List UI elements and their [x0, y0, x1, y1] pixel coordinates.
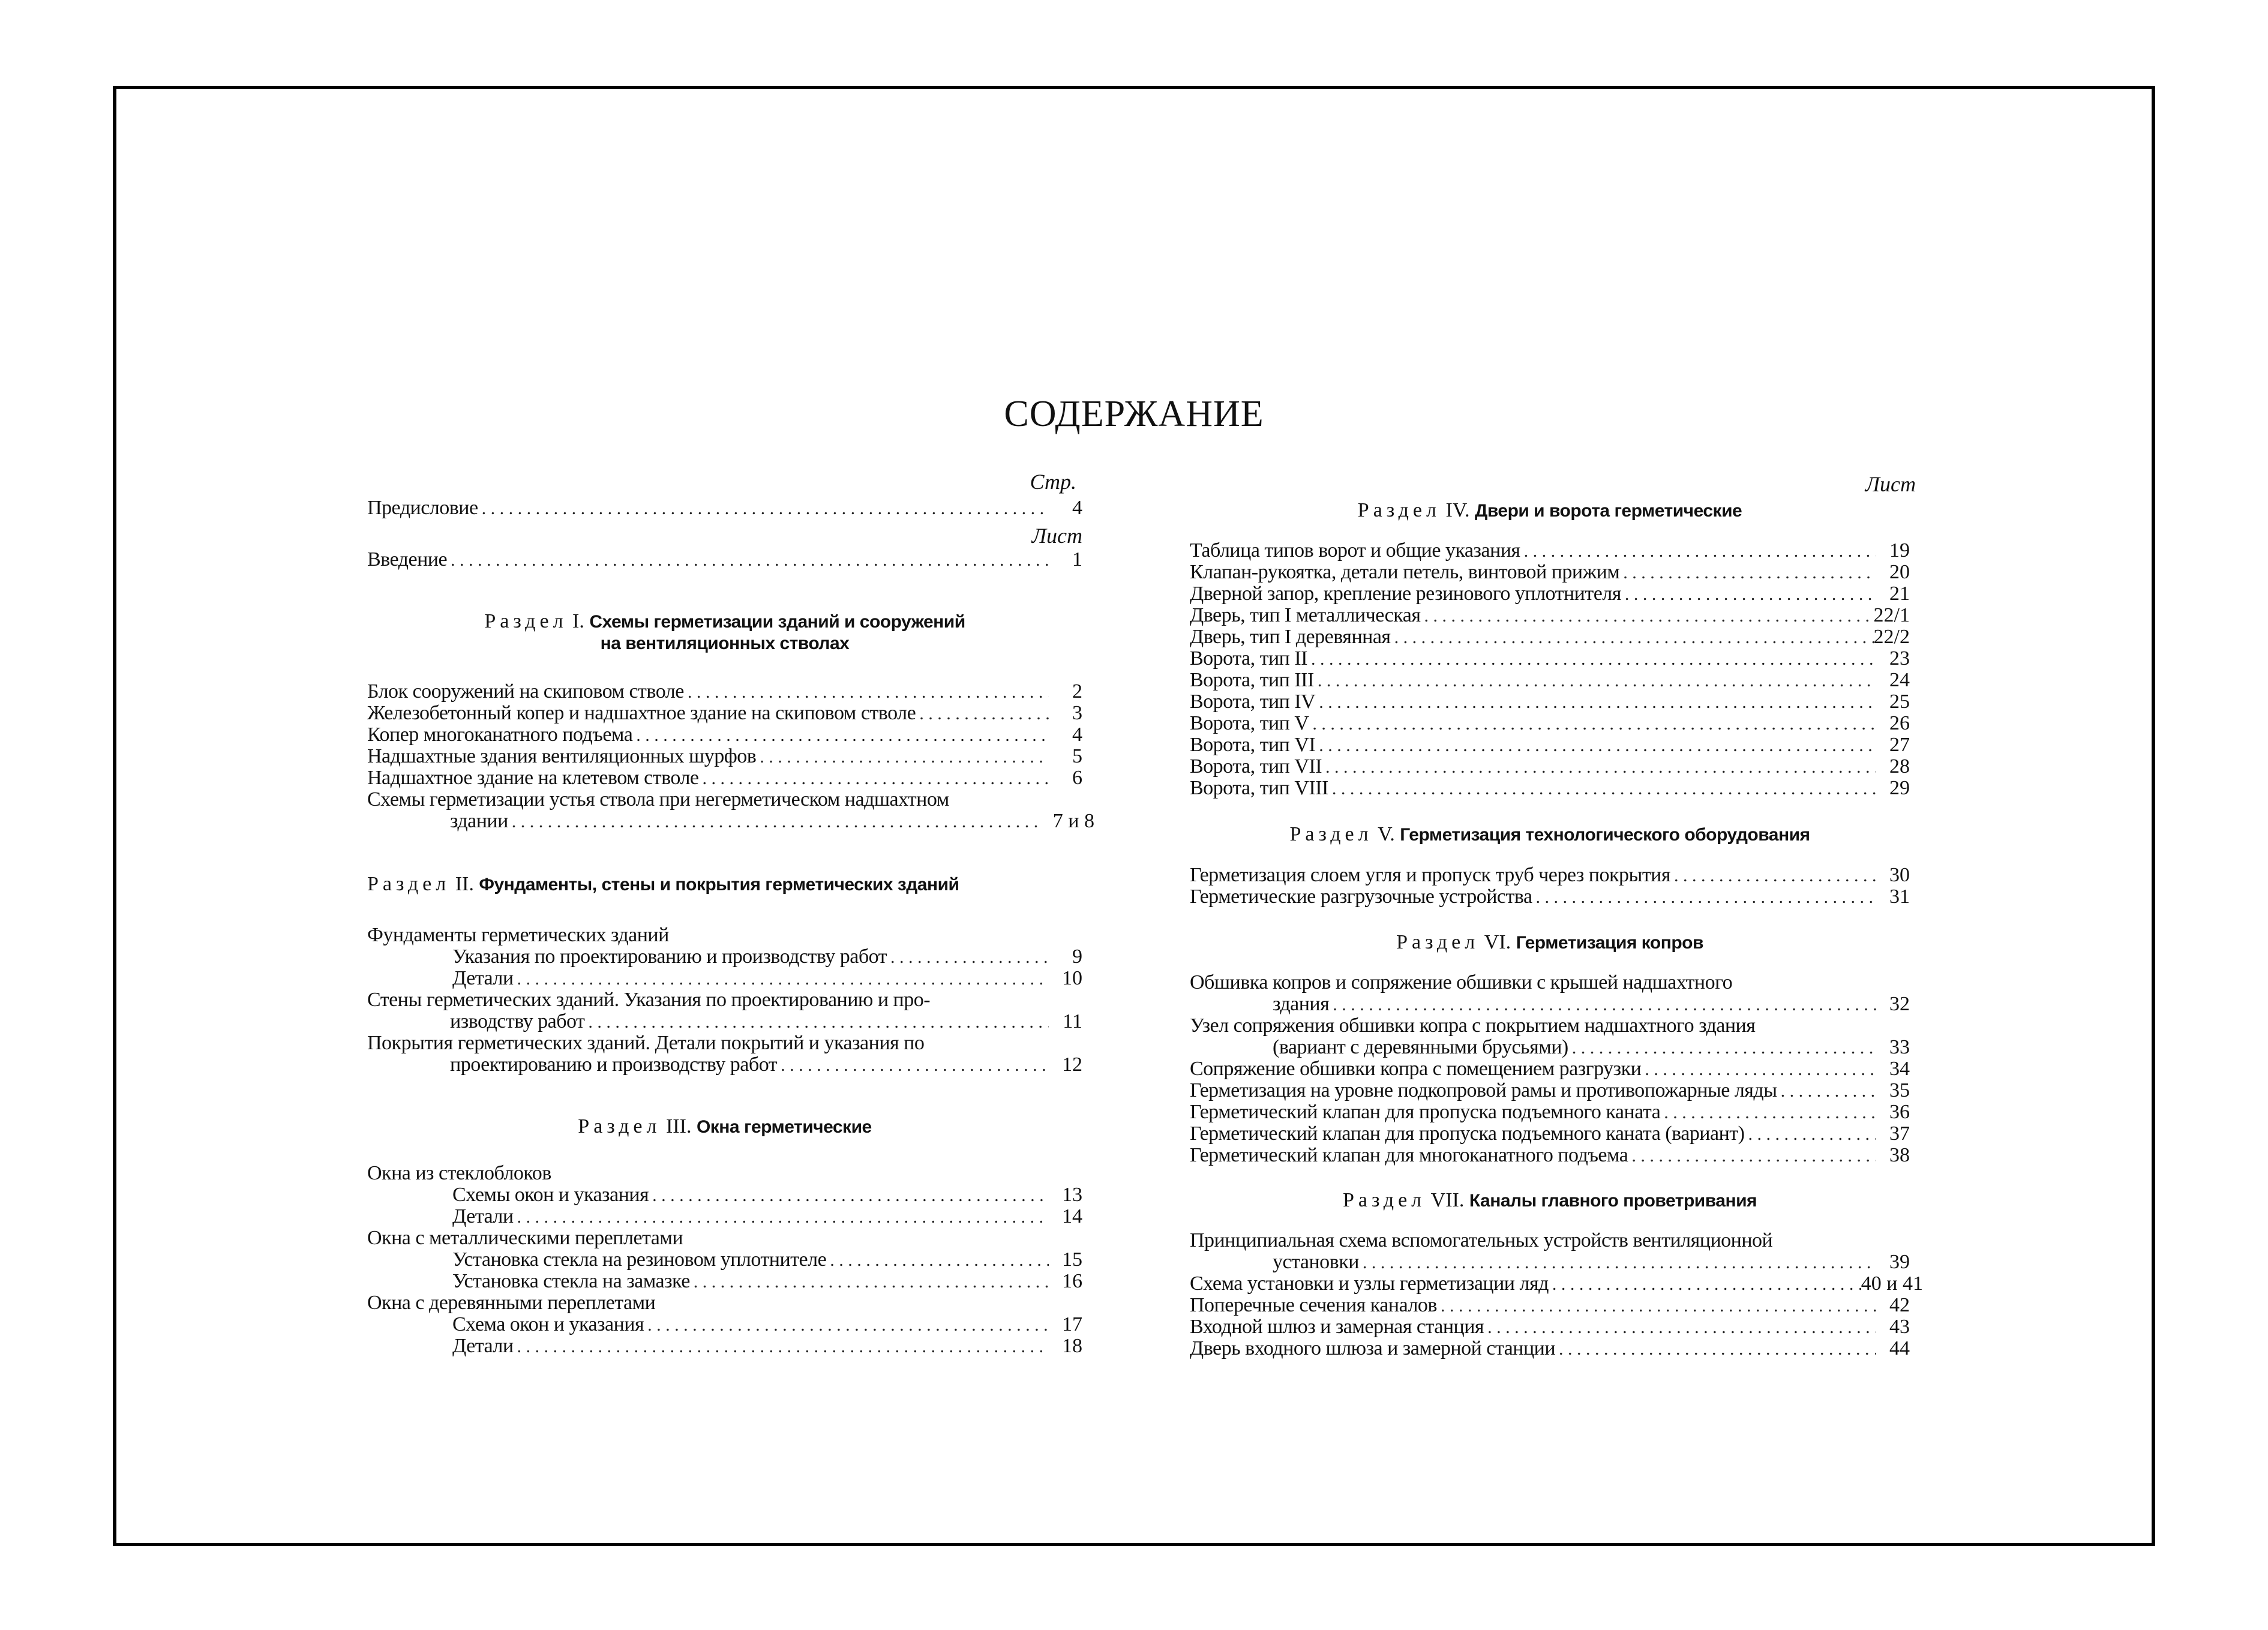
leader-dots	[478, 498, 1049, 520]
toc-entry[interactable]: Установка стекла на замазке . . . 16	[367, 1271, 1082, 1292]
toc-entry[interactable]: Клапан-рукоятка, детали петель, винтовой прижим . . . 20	[1190, 562, 1910, 583]
toc-entry[interactable]: Покрытия герметических зданий. Детали покрытий и указания по	[367, 1032, 925, 1054]
toc-entry[interactable]: Железобетонный копер и надшахтное здание на скиповом стволе . . . 3	[367, 703, 1082, 724]
leader-dots	[1520, 541, 1876, 562]
leader-dots	[1628, 1145, 1876, 1167]
leader-dots	[1568, 1037, 1876, 1059]
toc-entry[interactable]: Указания по проектированию и производству работ . . . 9	[367, 946, 1082, 968]
toc-entry-continuation[interactable]: изводству работ . . . 11	[367, 1011, 1082, 1032]
toc-entry[interactable]: Герметический клапан для пропуска подъемного каната (вариант) . . . 37	[1190, 1123, 1910, 1145]
toc-right-column	[1190, 0, 1923, 1630]
leader-dots	[1777, 1080, 1876, 1102]
toc-entry[interactable]: Дверь, тип I металлическая . . . 22/1	[1190, 605, 1910, 626]
leader-dots	[916, 703, 1049, 725]
leader-dots	[514, 1336, 1049, 1358]
toc-entry[interactable]: Установка стекла на резиновом уплотнителе . . . 15	[367, 1249, 1082, 1271]
section-heading-4: Раздел IV. Двери и ворота герметические	[1357, 499, 1742, 521]
leader-dots	[1660, 1102, 1876, 1124]
leader-dots	[887, 947, 1049, 968]
leader-dots	[1619, 562, 1876, 584]
column-header-sheet: Лист	[1865, 472, 1916, 496]
toc-entry[interactable]: Ворота, тип VI . . . 27	[1190, 734, 1910, 756]
toc-entry[interactable]: Ворота, тип V . . . 26	[1190, 713, 1910, 734]
toc-entry[interactable]: Стены герметических зданий. Указания по проектированию и про-	[367, 989, 931, 1011]
section-heading-1-line2: на вентиляционных стволах	[600, 634, 850, 653]
toc-entry[interactable]: Схема окон и указания . . . 17	[367, 1314, 1082, 1335]
toc-entry-continuation[interactable]: установки . . . 39	[1190, 1251, 1910, 1273]
toc-entry[interactable]: Ворота, тип VII . . . 28	[1190, 756, 1910, 778]
column-header-sheet: Лист	[1031, 524, 1082, 548]
toc-entry[interactable]: Ворота, тип VIII . . . 29	[1190, 778, 1910, 799]
leader-dots	[632, 725, 1049, 746]
leader-dots	[756, 746, 1049, 768]
section-heading-6: Раздел VI. Герметизация копров	[1396, 931, 1703, 953]
leader-dots	[644, 1314, 1049, 1336]
toc-entry[interactable]: Обшивка копров и сопряжение обшивки с крышей надшахтного	[1190, 971, 1733, 993]
leader-dots	[1314, 670, 1876, 692]
toc-entry-continuation[interactable]: здания . . . 32	[1190, 993, 1910, 1015]
leader-dots	[690, 1271, 1049, 1293]
toc-entry[interactable]: Герметические разгрузочные устройства . . . 31	[1190, 886, 1910, 908]
toc-entry[interactable]: Герметический клапан для пропуска подъемного каната . . . 36	[1190, 1101, 1910, 1123]
entry-page: 4	[1072, 497, 1082, 519]
toc-entry[interactable]: Поперечные сечения каналов . . . 42	[1190, 1295, 1910, 1316]
toc-group-label[interactable]: Окна с металлическими переплетами	[367, 1227, 683, 1249]
entry-page: 1	[1072, 548, 1082, 571]
leader-dots	[649, 1185, 1049, 1206]
page-title: СОДЕРЖАНИЕ	[1004, 394, 1264, 434]
toc-entry[interactable]: Ворота, тип IV . . . 25	[1190, 691, 1910, 713]
leader-dots	[584, 1011, 1049, 1033]
toc-entry[interactable]: Герметизация на уровне подкопровой рамы и противопожарные ляды . . . 35	[1190, 1080, 1910, 1101]
toc-entry-continuation[interactable]: здании . . . 7 и 8	[367, 811, 1082, 832]
toc-entry[interactable]: Детали . . . 18	[367, 1335, 1082, 1357]
toc-group-label[interactable]: Окна с деревянными переплетами	[367, 1292, 656, 1314]
leader-dots	[1328, 778, 1876, 800]
leader-dots	[1641, 1059, 1876, 1080]
leader-dots	[1555, 1338, 1876, 1360]
toc-entry[interactable]: Схемы окон и указания . . . 13	[367, 1184, 1082, 1206]
leader-dots	[1322, 757, 1876, 778]
toc-entry[interactable]: Копер многоканатного подъема . . . 4	[367, 724, 1082, 746]
leader-dots	[777, 1055, 1049, 1076]
toc-entry[interactable]: Надшахтные здания вентиляционных шурфов . . . 5	[367, 746, 1082, 767]
leader-dots	[1670, 865, 1876, 887]
leader-dots	[514, 968, 1049, 990]
leader-dots	[1484, 1317, 1876, 1338]
leader-dots	[1329, 994, 1876, 1016]
leader-dots	[1359, 1252, 1876, 1274]
toc-entry[interactable]: Ворота, тип III . . . 24	[1190, 670, 1910, 691]
leader-dots	[1391, 627, 1874, 649]
toc-entry[interactable]: Герметический клапан для многоканатного подъема . . . 38	[1190, 1145, 1910, 1166]
toc-entry[interactable]: Ворота, тип II . . . 23	[1190, 648, 1910, 670]
toc-left-column	[367, 0, 1094, 1630]
leader-dots	[514, 1206, 1049, 1228]
toc-entry[interactable]: Блок сооружений на скиповом стволе . . . 2	[367, 681, 1082, 703]
toc-entry-continuation[interactable]: (вариант с деревянными брусьями) . . . 33	[1190, 1037, 1910, 1058]
toc-entry[interactable]: Детали . . . 10	[367, 968, 1082, 989]
toc-entry[interactable]: Входной шлюз и замерная станция . . . 43	[1190, 1316, 1910, 1338]
leader-dots	[1420, 605, 1873, 627]
section-heading-3: Раздел III. Окна герметические	[578, 1115, 872, 1137]
leader-dots	[1309, 713, 1876, 735]
toc-entry[interactable]: Схемы герметизации устья ствола при негерметическом надшахтном	[367, 788, 949, 811]
leader-dots	[1532, 887, 1876, 908]
toc-entry[interactable]: Дверь, тип I деревянная . . . 22/2	[1190, 626, 1910, 648]
toc-group-label[interactable]: Фундаменты герметических зданий	[367, 924, 669, 946]
toc-entry-preface[interactable]	[367, 497, 1082, 519]
leader-dots	[826, 1250, 1049, 1271]
entry-label: Предисловие	[367, 497, 478, 519]
toc-entry[interactable]: Детали . . . 14	[367, 1206, 1082, 1227]
entry-label: Введение	[367, 548, 448, 571]
leader-dots	[447, 550, 1049, 571]
toc-entry[interactable]: Дверной запор, крепление резинового уплотнителя . . . 21	[1190, 583, 1910, 605]
leader-dots	[1744, 1124, 1876, 1145]
column-header-page: Стр.	[1030, 470, 1076, 494]
leader-dots	[508, 811, 1040, 833]
toc-entry[interactable]: Узел сопряжения обшивки копра с покрытием надшахтного здания	[1190, 1014, 1756, 1037]
toc-entry[interactable]: Дверь входного шлюза и замерной станции . . . 44	[1190, 1338, 1910, 1359]
leader-dots	[699, 768, 1049, 790]
section-heading-1: Раздел I. Схемы герметизации зданий и сооружений	[484, 610, 965, 632]
toc-entry[interactable]: Герметизация слоем угля и пропуск труб через покрытия . . . 30	[1190, 864, 1910, 886]
toc-entry-continuation[interactable]: проектированию и производству работ . . . 12	[367, 1054, 1082, 1076]
toc-entry[interactable]: Сопряжение обшивки копра с помещением разгрузки . . . 34	[1190, 1058, 1910, 1080]
leader-dots	[1437, 1295, 1876, 1317]
toc-entry[interactable]: Схема установки и узлы герметизации ляд . . . 40 и 41	[1190, 1273, 1910, 1295]
leader-dots	[1315, 735, 1876, 757]
section-heading-2: Раздел II. Фундаменты, стены и покрытия герметических зданий	[367, 873, 959, 895]
toc-entry[interactable]: Принципиальная схема вспомогательных устройств вентиляционной	[1190, 1229, 1773, 1251]
toc-group-label[interactable]: Окна из стеклоблоков	[367, 1162, 551, 1184]
section-heading-5: Раздел V. Герметизация технологического оборудования	[1289, 823, 1810, 845]
toc-entry[interactable]: Надшахтное здание на клетевом стволе . . . 6	[367, 767, 1082, 789]
leader-dots	[684, 682, 1049, 703]
leader-dots	[1307, 649, 1876, 670]
section-heading-7: Раздел VII. Каналы главного проветривания	[1342, 1189, 1757, 1211]
toc-entry[interactable]: Таблица типов ворот и общие указания . . . 19	[1190, 540, 1910, 562]
leader-dots	[1621, 584, 1876, 605]
toc-entry-introduction[interactable]	[367, 549, 1082, 571]
leader-dots	[1549, 1274, 1861, 1295]
leader-dots	[1315, 692, 1876, 713]
